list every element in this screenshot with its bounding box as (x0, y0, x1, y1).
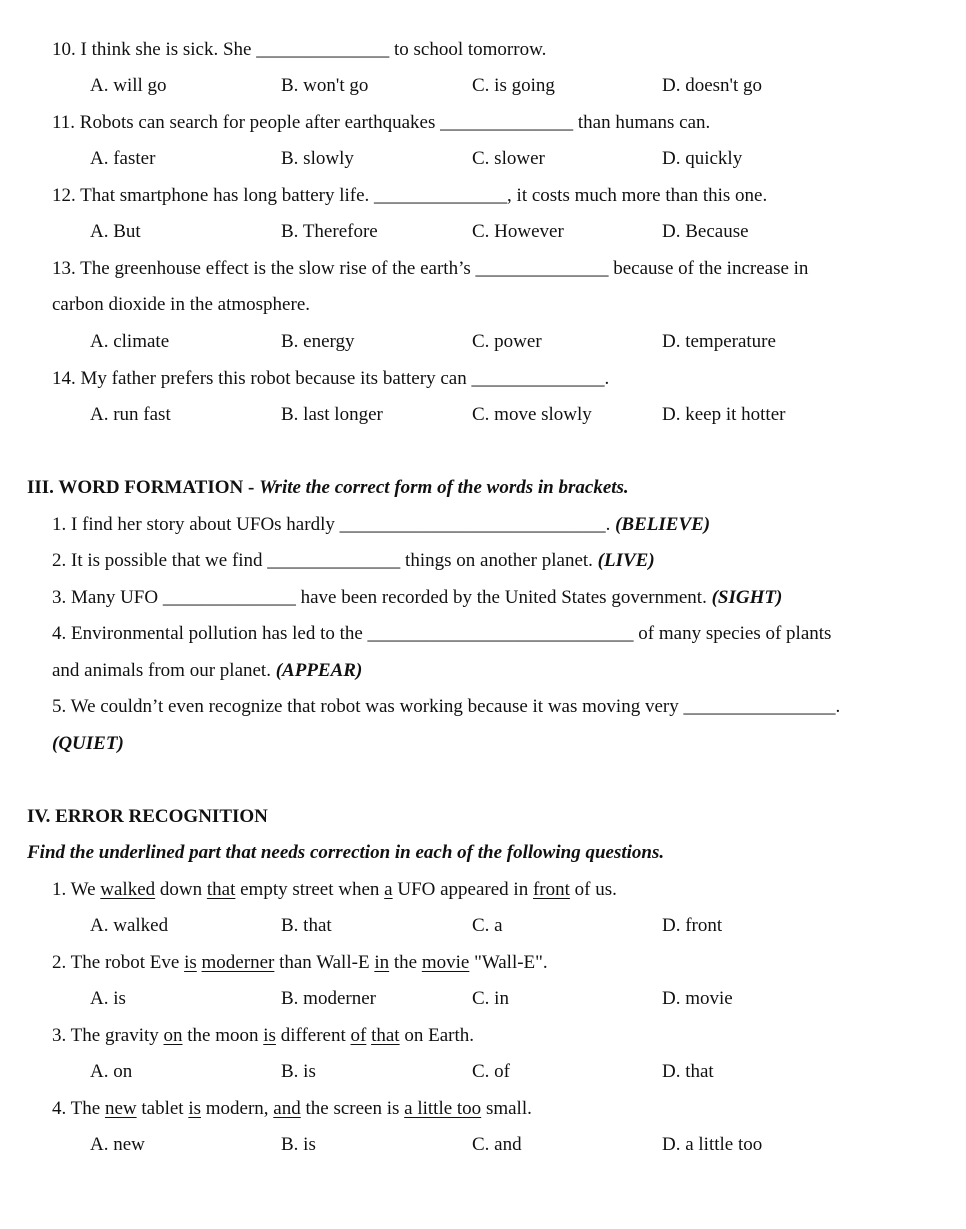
root-word: (QUIET) (52, 733, 124, 754)
text-segment: small. (481, 1098, 532, 1119)
question-12: 12. That smartphone has long battery life. ______________, it costs much more than this one. (52, 185, 768, 206)
text-segment: down (155, 879, 207, 900)
error-question-3 (52, 1025, 474, 1047)
root-word: (APPEAR) (275, 660, 363, 681)
option-d: D. temperature (662, 331, 776, 352)
question-11: 11. Robots can search for people after earthquakes ______________ than humans can. (52, 112, 711, 133)
underlined-part-b: moderner (201, 952, 275, 973)
option-a: A. walked (90, 915, 169, 936)
option-c: C. in (472, 988, 509, 1009)
option-d: D. movie (662, 988, 733, 1009)
question-10: 10. I think she is sick. She ______________ to school tomorrow. (52, 39, 547, 60)
text-segment: UFO appeared in (392, 879, 533, 900)
underlined-part-d: that (371, 1025, 400, 1046)
option-c: C. and (472, 1134, 522, 1155)
underlined-part-a: new (104, 1098, 137, 1119)
word-formation-item-1 (52, 514, 710, 536)
option-b: B. is (281, 1061, 316, 1082)
option-c: C. is going (472, 75, 555, 96)
option-a: A. faster (90, 148, 156, 169)
text-segment: the screen is (300, 1098, 405, 1119)
item-text: 1. I find her story about UFOs hardly ____________________________. (52, 514, 616, 535)
question-13: 13. The greenhouse effect is the slow rise of the earth’s ______________ because of the increase in (52, 258, 809, 279)
text-segment: empty street when (235, 879, 385, 900)
text-segment: 3. The gravity (52, 1025, 164, 1046)
text-segment: the moon (182, 1025, 264, 1046)
underlined-part-c: of (350, 1025, 367, 1046)
option-b: B. last longer (281, 404, 383, 425)
word-formation-item-2 (52, 550, 655, 572)
section-instruction: Find the underlined part that needs correction in each of the following questions. (27, 842, 665, 863)
section-heading-error-recognition: IV. ERROR RECOGNITION (27, 806, 268, 827)
underlined-part-d: movie (421, 952, 470, 973)
underlined-part-b: is (263, 1025, 276, 1046)
text-segment: than Wall-E (274, 952, 375, 973)
option-d: D. doesn't go (662, 75, 763, 96)
option-b: B. is (281, 1134, 316, 1155)
underlined-part-a: on (163, 1025, 183, 1046)
question-13-continued: carbon dioxide in the atmosphere. (52, 294, 311, 315)
root-word: (LIVE) (597, 550, 655, 571)
option-c: C. a (472, 915, 503, 936)
option-d: D. a little too (662, 1134, 763, 1155)
option-d: D. front (662, 915, 723, 936)
option-a: A. new (90, 1134, 145, 1155)
text-segment: 1. We (52, 879, 101, 900)
option-a: A. But (90, 221, 141, 242)
option-d: D. keep it hotter (662, 404, 786, 425)
option-d: D. quickly (662, 148, 743, 169)
root-word: (BELIEVE) (615, 514, 711, 535)
option-b: B. moderner (281, 988, 376, 1009)
text-segment: 4. The (52, 1098, 105, 1119)
underlined-part-d: front (532, 879, 570, 900)
option-a: A. run fast (90, 404, 171, 425)
error-question-2 (52, 952, 548, 974)
option-a: A. climate (90, 331, 170, 352)
option-a: A. will go (90, 75, 167, 96)
section-title: III. WORD FORMATION - (27, 477, 260, 498)
section-instruction: Write the correct form of the words in brackets. (259, 477, 629, 498)
root-word: (SIGHT) (711, 587, 783, 608)
underlined-part-b: is (188, 1098, 201, 1119)
option-d: D. that (662, 1061, 714, 1082)
word-formation-item-5: 5. We couldn’t even recognize that robot was working because it was moving very ________________. (52, 696, 841, 717)
option-b: B. Therefore (281, 221, 378, 242)
option-c: C. power (472, 331, 542, 352)
underlined-part-a: is (184, 952, 197, 973)
text-segment: of us. (569, 879, 617, 900)
text-segment: 2. The robot Eve (52, 952, 185, 973)
text-segment: modern, (201, 1098, 274, 1119)
underlined-part-b: that (206, 879, 236, 900)
text-segment: on Earth. (399, 1025, 474, 1046)
option-c: C. move slowly (472, 404, 592, 425)
underlined-part-d: a little too (404, 1098, 482, 1119)
error-question-1 (52, 879, 617, 901)
option-b: B. slowly (281, 148, 354, 169)
underlined-part-c: a (384, 879, 393, 900)
option-b: B. that (281, 915, 332, 936)
text-segment: the (389, 952, 422, 973)
underlined-part-c: in (374, 952, 390, 973)
option-a: A. on (90, 1061, 133, 1082)
item-text: 3. Many UFO ______________ have been recorded by the United States government. (52, 587, 712, 608)
word-formation-item-4: 4. Environmental pollution has led to the ____________________________ of many species of plants (52, 623, 832, 644)
option-c: C. of (472, 1061, 510, 1082)
error-question-4 (52, 1098, 532, 1120)
option-b: B. energy (281, 331, 355, 352)
option-c: C. However (472, 221, 564, 242)
word-formation-item-4-continued (52, 660, 362, 682)
section-heading-word-formation (27, 477, 629, 499)
text-segment: different (275, 1025, 351, 1046)
item-text: and animals from our planet. (52, 660, 276, 681)
option-d: D. Because (662, 221, 749, 242)
underlined-part-c: and (273, 1098, 301, 1119)
option-b: B. won't go (281, 75, 369, 96)
underlined-part-a: walked (100, 879, 156, 900)
text-segment: tablet (136, 1098, 189, 1119)
word-formation-item-3 (52, 587, 782, 609)
question-14: 14. My father prefers this robot because its battery can ______________. (52, 368, 610, 389)
option-c: C. slower (472, 148, 545, 169)
text-segment: "Wall-E". (469, 952, 548, 973)
item-text: 2. It is possible that we find ______________ things on another planet. (52, 550, 598, 571)
option-a: A. is (90, 988, 126, 1009)
